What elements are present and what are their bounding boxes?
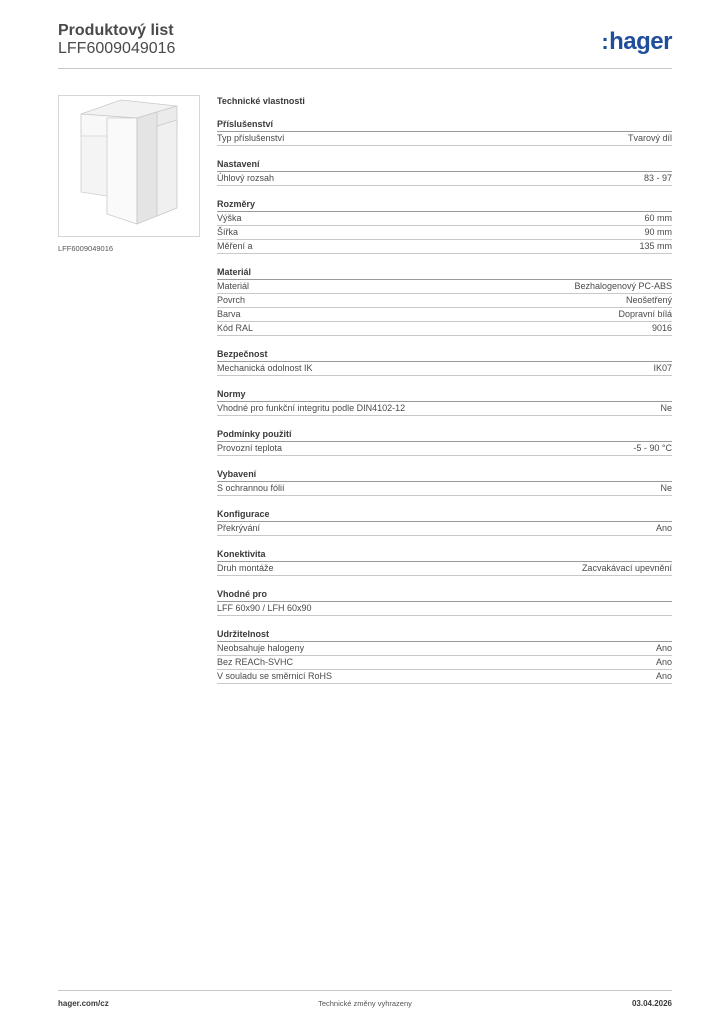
document-title: Produktový list: [58, 22, 174, 39]
spec-label: Provozní teplota: [217, 443, 283, 453]
logo-text: hager: [609, 28, 672, 55]
spec-label: Překrývání: [217, 523, 261, 533]
section-heading: Rozměry: [217, 198, 672, 212]
spec-label: Typ příslušenství: [217, 133, 285, 143]
spec-value: Ne: [660, 403, 672, 413]
spec-label: Neobsahuje halogeny: [217, 643, 305, 653]
spec-value: 60 mm: [644, 213, 672, 223]
spec-row: [217, 670, 672, 684]
spec-row: [217, 642, 672, 656]
spec-row: [217, 482, 672, 496]
section-heading: Bezpečnost: [217, 348, 672, 362]
spec-row: [217, 562, 672, 576]
spec-section: [217, 628, 672, 684]
spec-value: Zacvakávací upevnění: [581, 563, 672, 573]
spec-value: 135 mm: [639, 241, 672, 251]
spec-label: Barva: [217, 309, 241, 319]
spec-value: 83 - 97: [643, 173, 672, 183]
section-heading: Vybavení: [217, 468, 672, 482]
spec-value: Ano: [655, 643, 672, 653]
spec-value: Ano: [655, 671, 672, 681]
spec-row: [217, 132, 672, 146]
spec-label: V souladu se směrnicí RoHS: [217, 671, 333, 681]
section-heading: Nastavení: [217, 158, 672, 172]
section-heading: Udržitelnost: [217, 628, 672, 642]
spec-label: LFF 60x90 / LFH 60x90: [217, 603, 312, 613]
spec-value: 90 mm: [644, 227, 672, 237]
spec-row: [217, 308, 672, 322]
spec-section: [217, 266, 672, 336]
section-heading: Podmínky použití: [217, 428, 672, 442]
spec-label: Povrch: [217, 295, 246, 305]
spec-section: [217, 158, 672, 186]
spec-row: [217, 402, 672, 416]
hager-logo: [601, 28, 672, 56]
spec-label: Druh montáže: [217, 563, 274, 573]
spec-value: Neošetřený: [625, 295, 672, 305]
image-caption: LFF6009049016: [58, 244, 114, 253]
spec-label: Šířka: [217, 227, 239, 237]
section-heading: Konektivita: [217, 548, 672, 562]
section-heading: Konfigurace: [217, 508, 672, 522]
spec-value: Bezhalogenový PC-ABS: [574, 281, 672, 291]
spec-value: Ano: [655, 523, 672, 533]
header-divider: [58, 68, 672, 69]
spec-label: Mechanická odolnost IK: [217, 363, 313, 373]
spec-row: [217, 656, 672, 670]
spec-section: [217, 198, 672, 254]
spec-label: Úhlový rozsah: [217, 173, 275, 183]
specs-title: Technické vlastnosti: [217, 96, 305, 106]
product-code: LFF6009049016: [58, 40, 176, 57]
product-image: [58, 95, 200, 237]
spec-value: 9016: [651, 323, 672, 333]
spec-label: Materiál: [217, 281, 250, 291]
spec-row: [217, 212, 672, 226]
spec-section: [217, 348, 672, 376]
page-header: [58, 22, 672, 70]
duct-inner-corner-illustration: [59, 96, 199, 236]
spec-value: Ano: [655, 657, 672, 667]
spec-section: [217, 118, 672, 146]
technical-specifications: [217, 94, 672, 696]
spec-label: Kód RAL: [217, 323, 254, 333]
section-heading: Normy: [217, 388, 672, 402]
spec-row: [217, 522, 672, 536]
spec-row: [217, 442, 672, 456]
footer-date: 03.04.2026: [631, 999, 672, 1008]
page-footer: [58, 990, 672, 1015]
spec-section: [217, 388, 672, 416]
spec-row: [217, 240, 672, 254]
spec-section: [217, 468, 672, 496]
spec-section: [217, 588, 672, 616]
spec-label: Bez REACh-SVHC: [217, 657, 294, 667]
spec-section: [217, 548, 672, 576]
spec-label: Vhodné pro funkční integritu podle DIN4102-12: [217, 403, 406, 413]
spec-row: [217, 322, 672, 336]
spec-value: Dopravní bílá: [618, 309, 672, 319]
spec-label: Výška: [217, 213, 242, 223]
spec-value: -5 - 90 °C: [633, 443, 672, 453]
spec-value: Ne: [660, 483, 672, 493]
spec-value: IK07: [653, 363, 672, 373]
spec-label: S ochrannou fólií: [217, 483, 285, 493]
spec-row: [217, 362, 672, 376]
spec-label: Měření a: [217, 241, 253, 251]
footer-website: hager.com/cz: [58, 999, 109, 1008]
section-heading: Materiál: [217, 266, 672, 280]
section-heading: Příslušenství: [217, 118, 672, 132]
spec-section: [217, 508, 672, 536]
spec-row: [217, 280, 672, 294]
spec-value: Tvarový díl: [627, 133, 672, 143]
footer-note: Technické změny vyhrazeny: [318, 999, 412, 1008]
spec-section: [217, 428, 672, 456]
spec-row: [217, 294, 672, 308]
section-heading: Vhodné pro: [217, 588, 672, 602]
spec-row: [217, 172, 672, 186]
spec-row: [217, 226, 672, 240]
spec-row: [217, 602, 672, 616]
logo-colon: :: [601, 29, 609, 54]
